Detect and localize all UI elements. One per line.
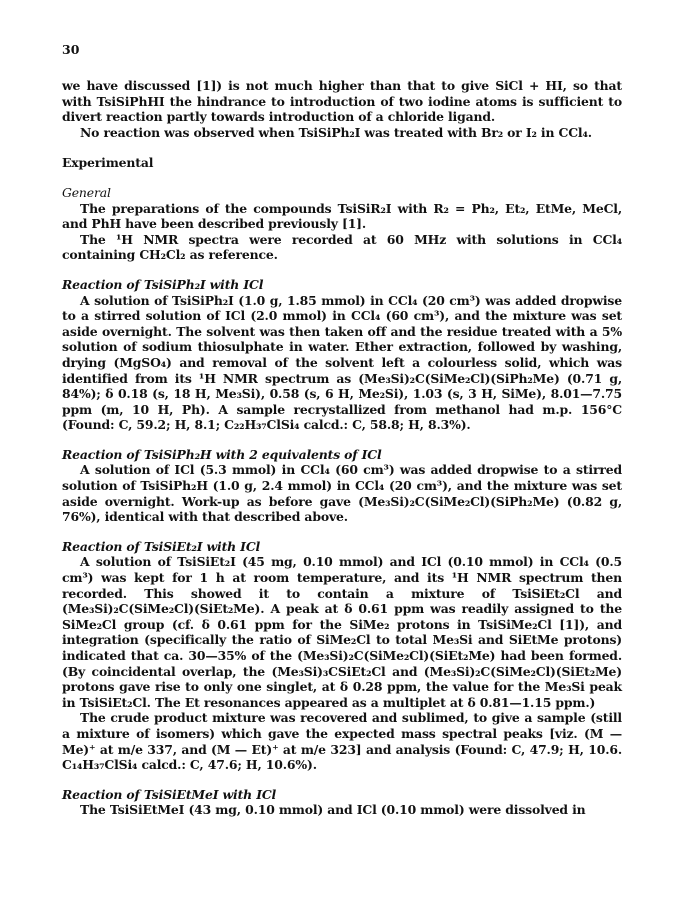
subsection-heading-reaction-2: Reaction of TsiSiPh₂H with 2 equivalents of ICl: [62, 446, 382, 462]
paragraph-reaction-3-product: The crude product mixture was recovered and sublimed, to give a sample (still a mixture of isomers) which gave the expected mass spectral peaks [viz. (M — Me)⁺ at m/e 337, and (M — Et)⁺ at m/e 323] and analysis (Found: C, 47.9; H, 10.6. C₁₄H₃₇ClSi₄ calcd.: C, 47.6; H, 10.6%).: [62, 710, 622, 773]
paragraph-reaction-3: A solution of TsiSiEt₂I (45 mg, 0.10 mmol) and ICl (0.10 mmol) in CCl₄ (0.5 cm³) was kept for 1 h at room temperature, and its ¹H NMR spectrum then recorded. This showed it to contain a mixture of TsiSiEt₂Cl and (Me₃Si)₂C(SiMe₂Cl)(SiEt₂Me). A peak at δ 0.61 ppm was readily assigned to the SiMe₂Cl group (cf. δ 0.61 ppm for the SiMe₂ protons in TsiSiMe₂Cl [1]), and integration (specifically the ratio of SiMe₂Cl to total Me₃Si and SiEtMe protons) indicated that ca. 30—35% of the (Me₃Si)₂C(SiMe₂Cl)(SiEt₂Me) had been formed. (By coincidental overlap, the (Me₃Si)₃CSiEt₂Cl and (Me₃Si)₂C(SiMe₂Cl)(SiEt₂Me) protons gave rise to only one singlet, at δ 0.28 ppm, the value for the Me₃Si peak in TsiSiEt₂Cl. The Et resonances appeared as a multiplet at δ 0.81—1.15 ppm.): [62, 554, 622, 710]
paragraph-no-reaction: No reaction was observed when TsiSiPh₂I was treated with Br₂ or I₂ in CCl₄.: [80, 124, 592, 140]
paragraph-reaction-2: A solution of ICl (5.3 mmol) in CCl₄ (60 cm³) was added dropwise to a stirred solution of TsiSiPh₂H (1.0 g, 2.4 mmol) in CCl₄ (20 cm³), and the mixture was set aside overnight. Work-up as before gave (Me₃Si)₂C(SiMe₂Cl)(SiPh₂Me) (0.82 g, 76%), identical with that described above.: [62, 462, 622, 525]
page-number: 30: [62, 42, 80, 57]
paragraph-general-nmr: The ¹H NMR spectra were recorded at 60 MHz with solutions in CCl₄ containing CH₂Cl₂ as reference.: [62, 231, 622, 263]
section-heading-experimental: Experimental: [62, 155, 154, 171]
subsection-heading-general: General: [62, 184, 111, 200]
text-column: [62, 78, 622, 818]
paragraph-intro: we have discussed [1]) is not much higher than that to give SiCl + HI, so that with TsiSiPhHI the hindrance to introduction of two iodine atoms is sufficient to divert reaction partly towards introduction of a chloride ligand.: [62, 78, 622, 125]
paragraph-reaction-1: A solution of TsiSiPh₂I (1.0 g, 1.85 mmol) in CCl₄ (20 cm³) was added dropwise to a stirred solution of ICl (2.0 mmol) in CCl₄ (60 cm³), and the mixture was set aside overnight. The solvent was then taken off and the residue treated with a 5% solution of sodium thiosulphate in water. Ether extraction, followed by washing, drying (MgSO₄) and removal of the solvent left a colourless solid, which was identified from its ¹H NMR spectrum as (Me₃Si)₂C(SiMe₂Cl)(SiPh₂Me) (0.71 g, 84%); δ 0.18 (s, 18 H, Me₃Si), 0.58 (s, 6 H, Me₂Si), 1.03 (s, 3 H, SiMe), 8.01—7.75 ppm (m, 10 H, Ph). A sample recrystallized from methanol had m.p. 156°C (Found: C, 59.2; H, 8.1; C₂₂H₃₇ClSi₄ calcd.: C, 58.8; H, 8.3%).: [62, 292, 622, 433]
subsection-heading-reaction-3: Reaction of TsiSiEt₂I with ICl: [62, 538, 261, 554]
subsection-heading-reaction-1: Reaction of TsiSiPh₂I with ICl: [62, 276, 264, 292]
paragraph-reaction-4: The TsiSiEtMeI (43 mg, 0.10 mmol) and ICl (0.10 mmol) were dissolved in: [80, 802, 586, 818]
subsection-heading-reaction-4: Reaction of TsiSiEtMeI with ICl: [62, 786, 277, 802]
paragraph-general-preparations: The preparations of the compounds TsiSiR₂I with R₂ = Ph₂, Et₂, EtMe, MeCl, and PhH have been described previously [1].: [62, 200, 622, 232]
